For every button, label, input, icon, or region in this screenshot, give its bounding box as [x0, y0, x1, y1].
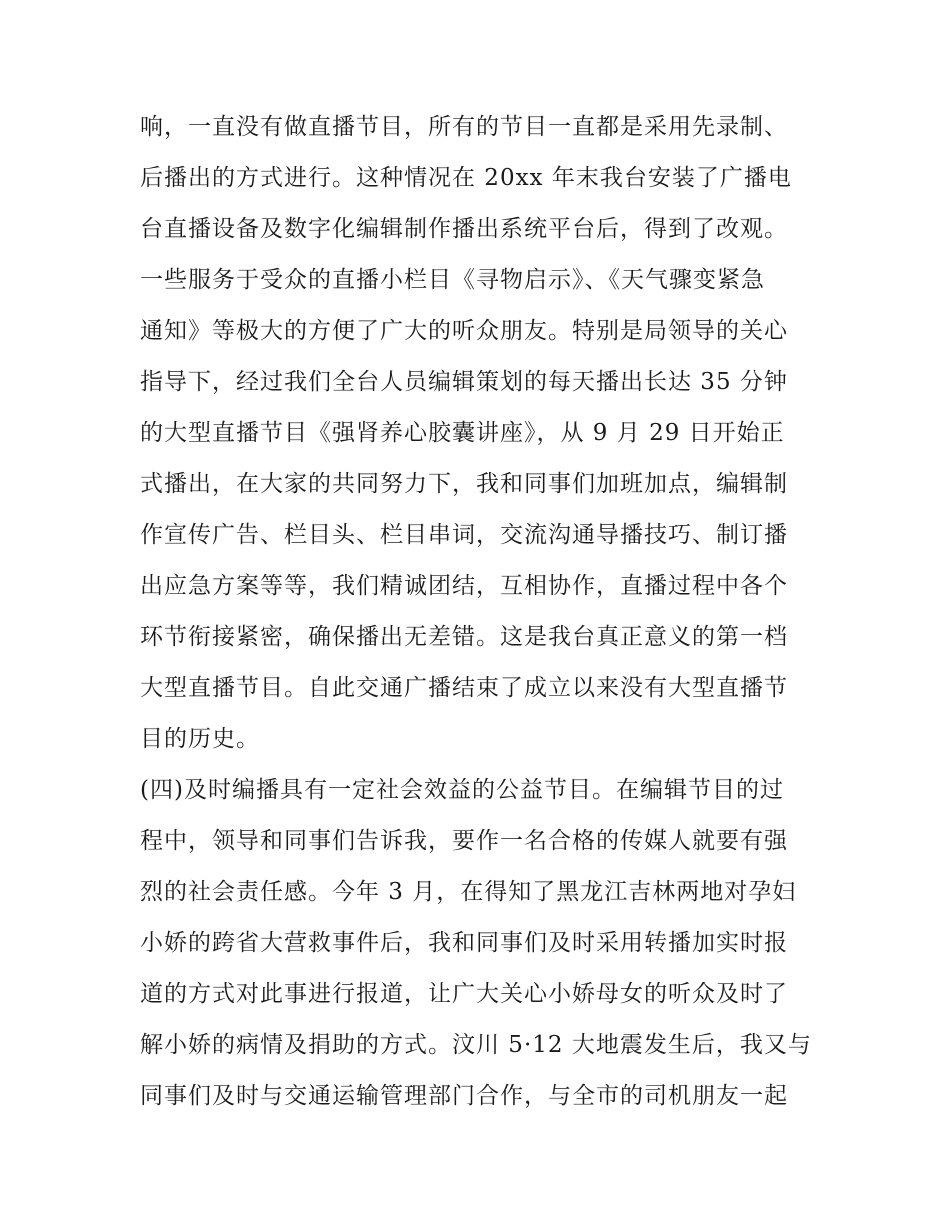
section-heading-line: (四)及时编播具有一定社会效益的公益节目。在编辑节目的过	[140, 777, 784, 803]
text-line: 程中，领导和同事们告诉我，要作一名合格的传媒人就要有强	[140, 828, 788, 854]
text-line: 目的历史。	[140, 726, 260, 752]
text-line: 同事们及时与交通运输管理部门合作，与全市的司机朋友一起	[140, 1083, 788, 1109]
text-line: 解小娇的病情及捐助的方式。汶川 5·12 大地震发生后，我又与	[140, 1032, 812, 1058]
text-line: 出应急方案等等，我们精诚团结，互相协作，直播过程中各个	[140, 573, 788, 599]
text-line: 后播出的方式进行。这种情况在 20xx 年末我台安装了广播电	[140, 165, 792, 191]
text-line: 一些服务于受众的直播小栏目《寻物启示》、《天气骤变紧急	[140, 267, 765, 293]
text-line: 指导下，经过我们全台人员编辑策划的每天播出长达 35 分钟	[140, 369, 788, 395]
text-line: 台直播设备及数字化编辑制作播出系统平台后，得到了改观。	[140, 216, 788, 242]
text-line: 的大型直播节目《强肾养心胶囊讲座》，从 9 月 29 日开始正	[140, 420, 785, 446]
text-line: 烈的社会责任感。今年 3 月，在得知了黑龙江吉林两地对孕妇	[140, 879, 797, 905]
text-line: 道的方式对此事进行报道，让广大关心小娇母女的听众及时了	[140, 981, 788, 1007]
text-line: 大型直播节目。自此交通广播结束了成立以来没有大型直播节	[140, 675, 788, 701]
text-line: 式播出，在大家的共同努力下，我和同事们加班加点，编辑制	[140, 471, 788, 497]
text-line: 环节衔接紧密，确保播出无差错。这是我台真正意义的第一档	[140, 624, 788, 650]
text-line: 通知》等极大的方便了广大的听众朋友。特别是局领导的关心	[140, 318, 788, 344]
text-line: 响，一直没有做直播节目，所有的节目一直都是采用先录制、	[140, 114, 788, 140]
text-line: 小娇的跨省大营救事件后，我和同事们及时采用转播加实时报	[140, 930, 788, 956]
text-line: 作宣传广告、栏目头、栏目串词，交流沟通导播技巧、制订播	[140, 522, 788, 548]
body-text	[140, 102, 820, 1122]
